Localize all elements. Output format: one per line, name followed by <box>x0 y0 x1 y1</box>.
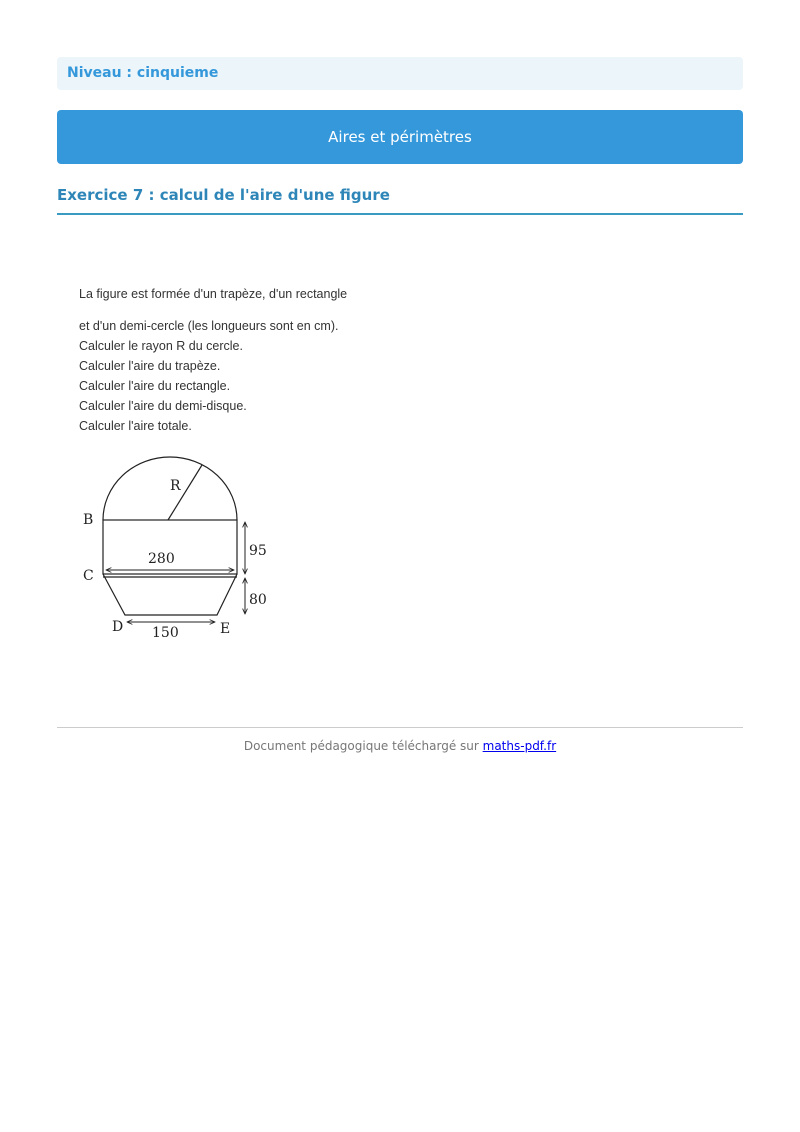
topic-banner: Aires et périmètres <box>57 110 743 164</box>
label-width: 280 <box>148 551 175 567</box>
statement-line: Calculer l'aire totale. <box>79 419 192 433</box>
label-r: R <box>170 478 181 494</box>
statement-line: et d'un demi-cercle (les longueurs sont en cm). <box>79 319 339 333</box>
level-banner: Niveau : cinquieme <box>57 57 743 90</box>
footer-link[interactable]: maths-pdf.fr <box>482 739 557 753</box>
statement-line: La figure est formée d'un trapèze, d'un rectangle <box>79 287 348 301</box>
label-trapezoid-height: 80 <box>249 592 267 608</box>
footer <box>57 739 743 753</box>
statement-line: Calculer le rayon R du cercle. <box>79 339 243 353</box>
label-rect-height: 95 <box>249 543 267 559</box>
statement-line: Calculer l'aire du trapèze. <box>79 359 221 373</box>
label-base: 150 <box>152 625 179 641</box>
trapezoid-shape <box>103 574 237 615</box>
exercise-title: Exercice 7 : calcul de l'aire d'une figure <box>57 185 743 215</box>
label-d: D <box>112 619 124 635</box>
label-c: C <box>83 568 94 584</box>
label-e: E <box>220 621 231 637</box>
statement-line: Calculer l'aire du demi-disque. <box>79 399 247 413</box>
label-b: B <box>83 512 94 528</box>
exercise-statement <box>79 284 347 436</box>
geometry-figure <box>70 450 290 650</box>
footer-divider <box>57 727 743 728</box>
footer-text: Document pédagogique téléchargé sur <box>243 739 483 753</box>
statement-line: Calculer l'aire du rectangle. <box>79 379 231 393</box>
